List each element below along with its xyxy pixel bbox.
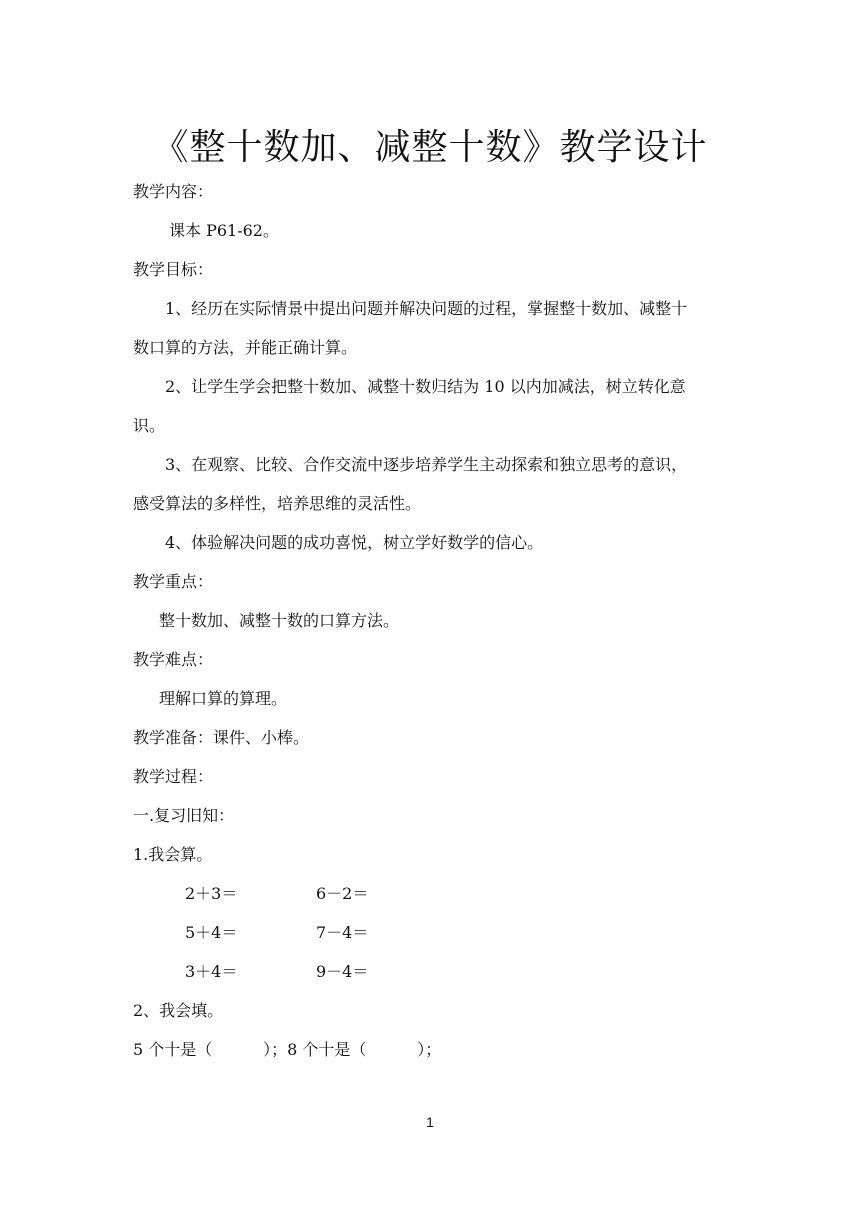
content-heading: 教学内容： <box>133 182 214 201</box>
calc-item: 2＋3＝ <box>185 884 238 903</box>
page-number: 1 <box>426 1114 434 1130</box>
process-heading: 教学过程： <box>133 767 214 786</box>
calc-heading: 1.我会算。 <box>133 845 213 864</box>
calc-item: 9－4＝ <box>316 962 369 981</box>
goal-2-line-2: 识。 <box>133 416 166 435</box>
goal-3-line-1: 3、在观察、比较、合作交流中逐步培养学生主动探索和独立思考的意识， <box>165 455 688 474</box>
goal-3-line-2: 感受算法的多样性，培养思维的灵活性。 <box>133 494 422 513</box>
goals-heading: 教学目标： <box>133 260 214 279</box>
goal-2-line-1: 2、让学生学会把整十数加、减整十数归结为 10 以内加减法，树立转化意 <box>165 377 686 396</box>
preparation-line: 教学准备：课件、小棒。 <box>133 728 310 747</box>
content-text: 课本 P61-62。 <box>169 221 279 240</box>
fill-heading: 2、我会填。 <box>133 1001 224 1020</box>
calc-item: 5＋4＝ <box>185 923 238 942</box>
fill-line: 5 个十是（ ）；8 个十是（ ）； <box>133 1040 442 1059</box>
calc-item: 6－2＝ <box>316 884 369 903</box>
key-heading: 教学重点： <box>133 572 214 591</box>
document-title: 《整十数加、减整十数》教学设计 <box>152 127 708 168</box>
goal-4: 4、体验解决问题的成功喜悦，树立学好数学的信心。 <box>165 533 544 552</box>
goal-1-line-1: 1、经历在实际情景中提出问题并解决问题的过程，掌握整十数加、减整十 <box>165 299 688 318</box>
goal-1-line-2: 数口算的方法，并能正确计算。 <box>133 338 358 357</box>
calc-item: 3＋4＝ <box>185 962 238 981</box>
calc-item: 7－4＝ <box>316 923 369 942</box>
difficulty-text: 理解口算的算理。 <box>159 689 288 708</box>
difficulty-heading: 教学难点： <box>133 650 214 669</box>
review-heading: 一.复习旧知： <box>133 806 235 825</box>
key-text: 整十数加、减整十数的口算方法。 <box>159 611 400 630</box>
